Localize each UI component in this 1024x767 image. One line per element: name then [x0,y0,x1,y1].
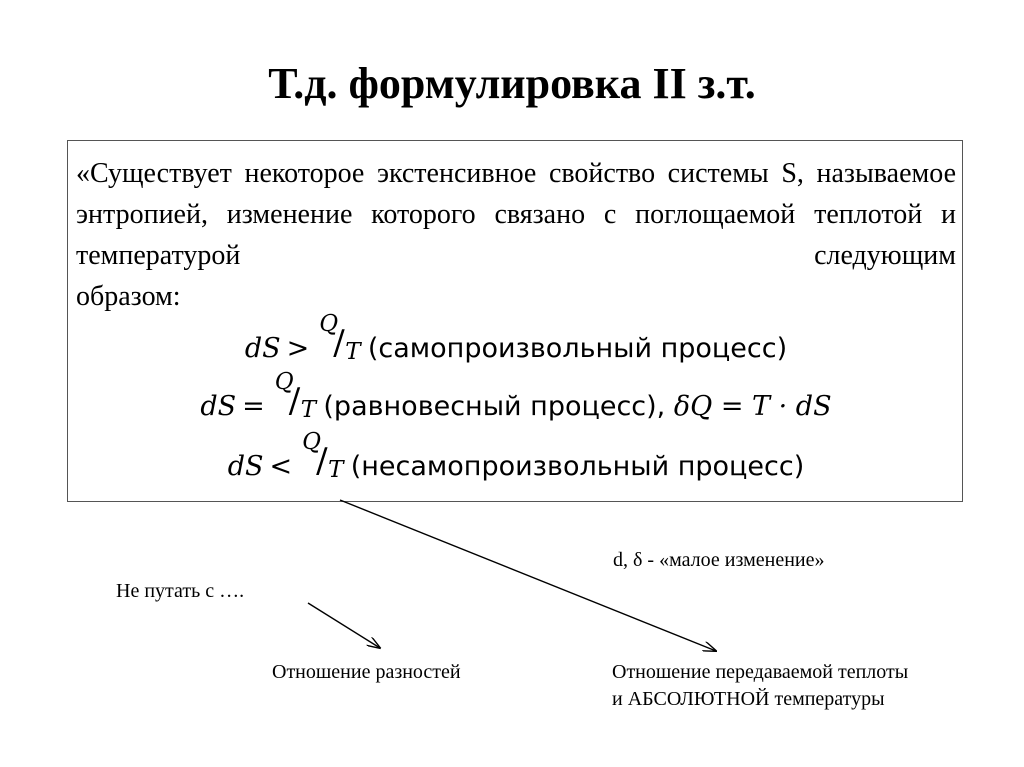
formula-operator: = [242,391,265,422]
paragraph-line: поглощаемой теплотой и температурой следующим [76,199,957,271]
difference-ratio-note: Отношение разностей [272,661,461,683]
formula-comment: (равновесный процесс), [323,391,666,422]
fraction-slash: / [333,323,345,363]
heat-ratio-note-line1: Отношение передаваемой теплоты [612,661,909,683]
formula-lhs: dS [200,391,237,422]
formula-operator: > [286,333,310,364]
fraction-numerator: Q [302,429,321,455]
fraction-denominator: T [300,397,317,423]
paragraph-line: «Существует некоторое экстенсивное свойство системы S, [76,158,804,189]
fraction-slash: / [288,381,301,421]
fraction-numerator: Q [274,369,294,395]
fraction-denominator: T [328,457,344,483]
fraction-numerator: Q [319,311,339,337]
arrow-to-heat-ratio [340,500,716,651]
paragraph-line: образом: [76,281,181,312]
fraction-denominator: T [345,339,361,365]
paragraph-line: называемое энтропией, изменение которого связано с [76,158,956,230]
formula-operator: < [269,451,293,482]
formula-comment: (несамопроизвольный процесс) [350,451,805,482]
small-change-note: d, δ - «малое изменение» [613,549,825,571]
formula-lhs: dS [244,333,281,364]
formula-comment: (самопроизвольный процесс) [367,333,788,364]
formula-lhs: dS [227,451,264,482]
slide-title: Т.д. формулировка II з.т. [268,59,756,108]
dont-confuse-note: Не путать с …. [116,580,245,602]
formula-extra: δQ = T · dS [673,391,832,422]
fraction-slash: / [316,441,328,481]
heat-ratio-note-line2: и АБСОЛЮТНОЙ температуры [612,688,885,710]
arrow-to-difference-ratio [308,603,380,648]
